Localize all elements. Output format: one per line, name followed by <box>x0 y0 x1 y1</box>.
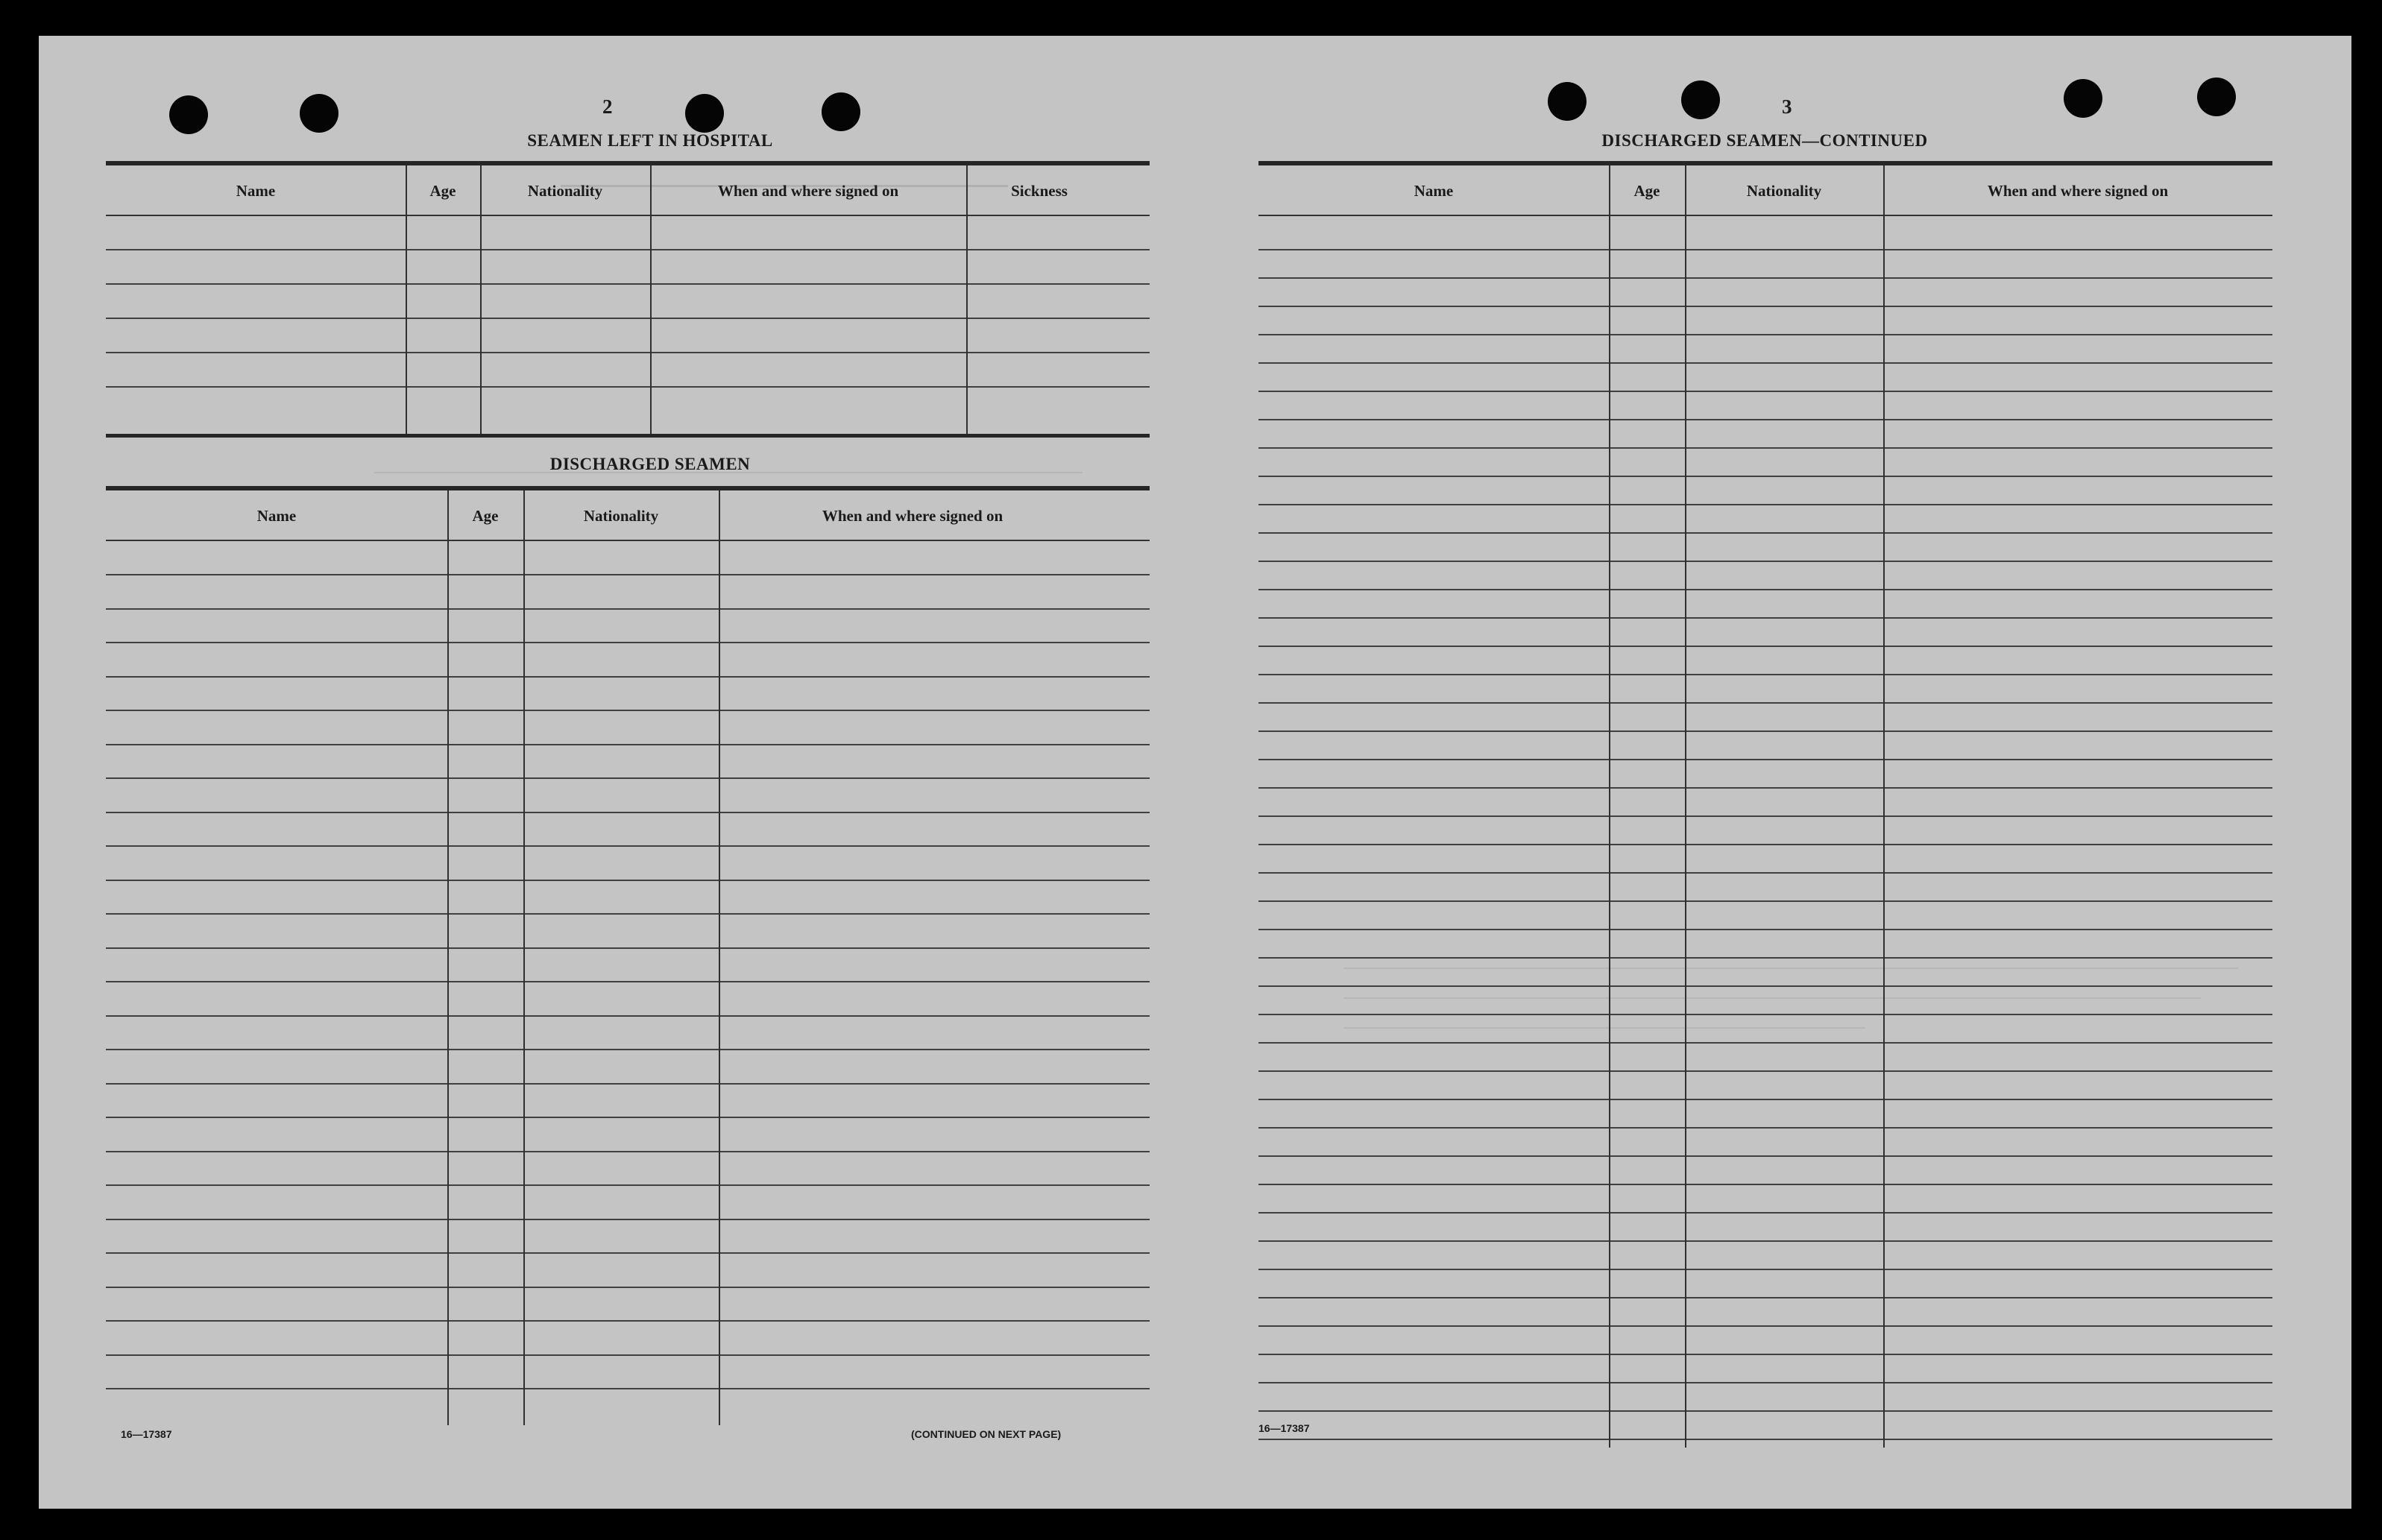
col-header-nationality: Nationality <box>583 507 659 525</box>
table-row <box>1258 1014 2272 1015</box>
table-row <box>106 1151 1150 1152</box>
col-header-signed-on: When and where signed on <box>717 182 899 200</box>
page-number: 2 <box>602 95 613 118</box>
table-row <box>106 1354 1150 1356</box>
table-row <box>1258 391 2272 392</box>
discharged-continued-table <box>1258 161 2272 1449</box>
col-header-age: Age <box>1633 182 1660 200</box>
table-row <box>106 1184 1150 1186</box>
table-row <box>106 1252 1150 1254</box>
table-row <box>1258 1382 2272 1383</box>
table-row <box>106 913 1150 915</box>
page-number: 3 <box>1782 95 1792 118</box>
table-row <box>1258 815 2272 817</box>
table-row <box>1258 1439 2272 1440</box>
table-row <box>1258 532 2272 534</box>
table-row <box>1258 1297 2272 1298</box>
table-row <box>1258 929 2272 930</box>
table-row <box>106 249 1150 250</box>
discharged-table <box>106 486 1150 1427</box>
col-header-name: Name <box>1414 182 1454 200</box>
table-row <box>106 1388 1150 1389</box>
table-row <box>106 1117 1150 1118</box>
col-header-nationality: Nationality <box>1746 182 1822 200</box>
table-row <box>106 283 1150 285</box>
table-row <box>1258 674 2272 675</box>
table-row <box>106 1049 1150 1050</box>
col-header-age: Age <box>429 182 456 200</box>
col-header-nationality: Nationality <box>527 182 603 200</box>
table-row <box>106 352 1150 353</box>
table-row <box>106 386 1150 388</box>
discharged-continued-section-title: DISCHARGED SEAMEN—CONTINUED <box>1601 131 1928 150</box>
table-row <box>1258 306 2272 307</box>
table-row <box>1258 985 2272 987</box>
table-row <box>1258 589 2272 590</box>
table-row <box>106 1287 1150 1288</box>
col-header-age: Age <box>472 507 499 525</box>
document-sheet <box>39 36 2351 1509</box>
col-header-signed-on: When and where signed on <box>822 507 1003 525</box>
table-row <box>1258 362 2272 364</box>
col-header-name: Name <box>256 507 297 525</box>
form-code: 16—17387 <box>1258 1422 1310 1434</box>
table-row <box>106 777 1150 779</box>
table-row <box>106 947 1150 949</box>
table-row <box>106 880 1150 881</box>
table-row <box>1258 447 2272 449</box>
discharged-section-title: DISCHARGED SEAMEN <box>549 455 751 473</box>
table-row <box>1258 957 2272 959</box>
table-row <box>1258 1269 2272 1270</box>
table-row <box>1258 1099 2272 1100</box>
table-row <box>1258 249 2272 250</box>
table-row <box>1258 561 2272 562</box>
table-row <box>1258 844 2272 845</box>
table-row <box>106 676 1150 678</box>
table-row <box>1258 476 2272 477</box>
table-row <box>106 1219 1150 1220</box>
form-code: 16—17387 <box>121 1428 172 1440</box>
table-row <box>106 318 1150 319</box>
table-row <box>1258 730 2272 732</box>
table-row <box>1258 1127 2272 1129</box>
table-row <box>106 812 1150 813</box>
table-row <box>1258 1354 2272 1355</box>
table-row <box>106 1015 1150 1017</box>
table-row <box>106 744 1150 745</box>
table-row <box>106 845 1150 847</box>
table-row <box>106 1320 1150 1322</box>
table-row <box>106 710 1150 711</box>
table-row <box>1258 900 2272 902</box>
table-row <box>1258 646 2272 647</box>
table-row <box>1258 1325 2272 1327</box>
table-row <box>1258 1410 2272 1412</box>
table-row <box>1258 759 2272 760</box>
table-row <box>106 608 1150 610</box>
table-row <box>106 574 1150 575</box>
table-row <box>1258 1042 2272 1044</box>
table-row <box>1258 1155 2272 1157</box>
table-row <box>1258 504 2272 505</box>
table-row <box>1258 787 2272 789</box>
table-row <box>1258 1184 2272 1185</box>
hospital-section-title: SEAMEN LEFT IN HOSPITAL <box>527 131 773 150</box>
table-row <box>1258 1212 2272 1214</box>
col-header-name: Name <box>236 182 276 200</box>
table-row <box>1258 277 2272 279</box>
table-row <box>106 642 1150 643</box>
col-header-signed-on: When and where signed on <box>1987 182 2169 200</box>
hospital-table <box>106 161 1150 438</box>
table-row <box>106 1083 1150 1085</box>
continued-note: (CONTINUED ON NEXT PAGE) <box>911 1428 1062 1440</box>
table-row <box>1258 419 2272 420</box>
col-header-sickness: Sickness <box>1011 182 1068 200</box>
table-row <box>1258 872 2272 874</box>
left-page <box>39 36 1194 1509</box>
table-row <box>1258 702 2272 704</box>
table-row <box>1258 1070 2272 1072</box>
right-page <box>1194 36 2351 1509</box>
table-row <box>106 981 1150 982</box>
table-row <box>1258 617 2272 619</box>
table-row <box>1258 1240 2272 1242</box>
table-row <box>1258 334 2272 335</box>
